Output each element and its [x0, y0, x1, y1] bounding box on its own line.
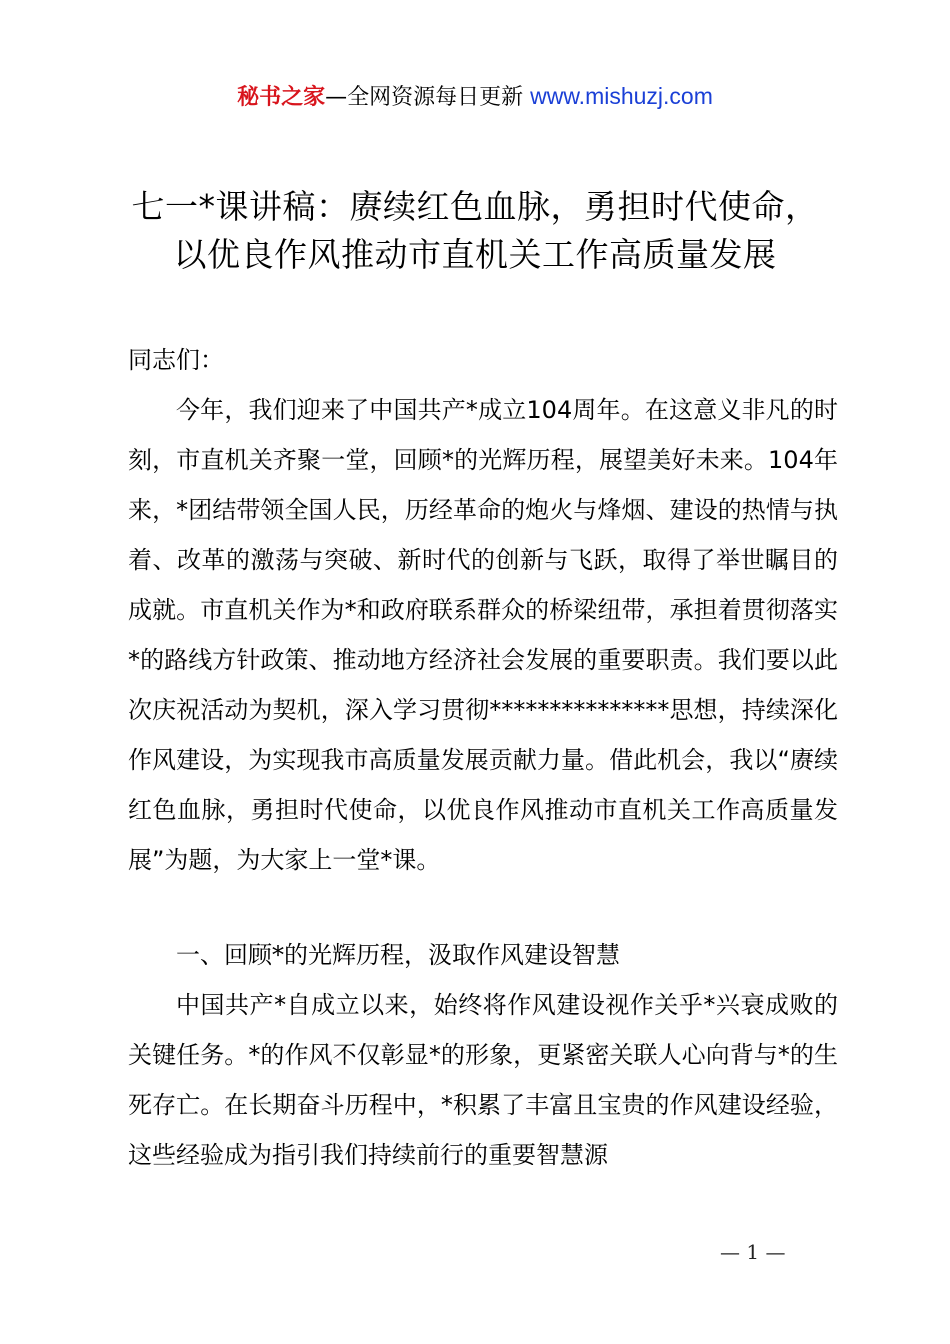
site-url[interactable]: www.mishuzj.com	[530, 83, 713, 109]
body-paragraph: 今年，我们迎来了中国共产*成立104周年。在这意义非凡的时刻，市直机关齐聚一堂，回顾*的光辉历程，展望美好未来。104年来，*团结带领全国人民，历经革命的炮火与烽烟、建设的热情与执着、改革的激荡与突破、新时代的创新与飞跃，取得了举世瞩目的成就。市直机关作为*和政府联系群众的桥梁纽带，承担着贯彻落实*的路线方针政策、推动地方经济社会发展的重要职责。我们要以此次庆祝活动为契机，深入学习贯彻***************思想，持续深化作风建设，为实现我市高质量发展贡献力量。借此机会，我以“赓续红色血脉，勇担时代使命，以优良作风推动市直机关工作高质量发展”为题，为大家上一堂*课。	[128, 396, 838, 874]
page-number: — 1 —	[720, 1240, 786, 1264]
body-paragraph: 中国共产*自成立以来，始终将作风建设视作关乎*兴衰成败的关键任务。*的作风不仅彰显*的形象，更紧密关联人心向背与*的生死存亡。在长期奋斗历程中，*积累了丰富且宝贵的作风建设经验，这些经验成为指引我们持续前行的重要智慧源	[128, 991, 838, 1169]
site-header	[0, 80, 950, 114]
document-title-line-1: 七一*课讲稿：赓续红色血脉，勇担时代使命，	[131, 187, 819, 226]
salutation: 同志们：	[128, 346, 224, 374]
section-heading: 一、回顾*的光辉历程，汲取作风建设智慧	[176, 941, 620, 969]
document-title-line-2: 以优良作风推动市直机关工作高质量发展	[173, 235, 777, 274]
site-brand: 秘书之家	[237, 85, 326, 110]
site-tagline: —全网资源每日更新	[325, 85, 524, 110]
